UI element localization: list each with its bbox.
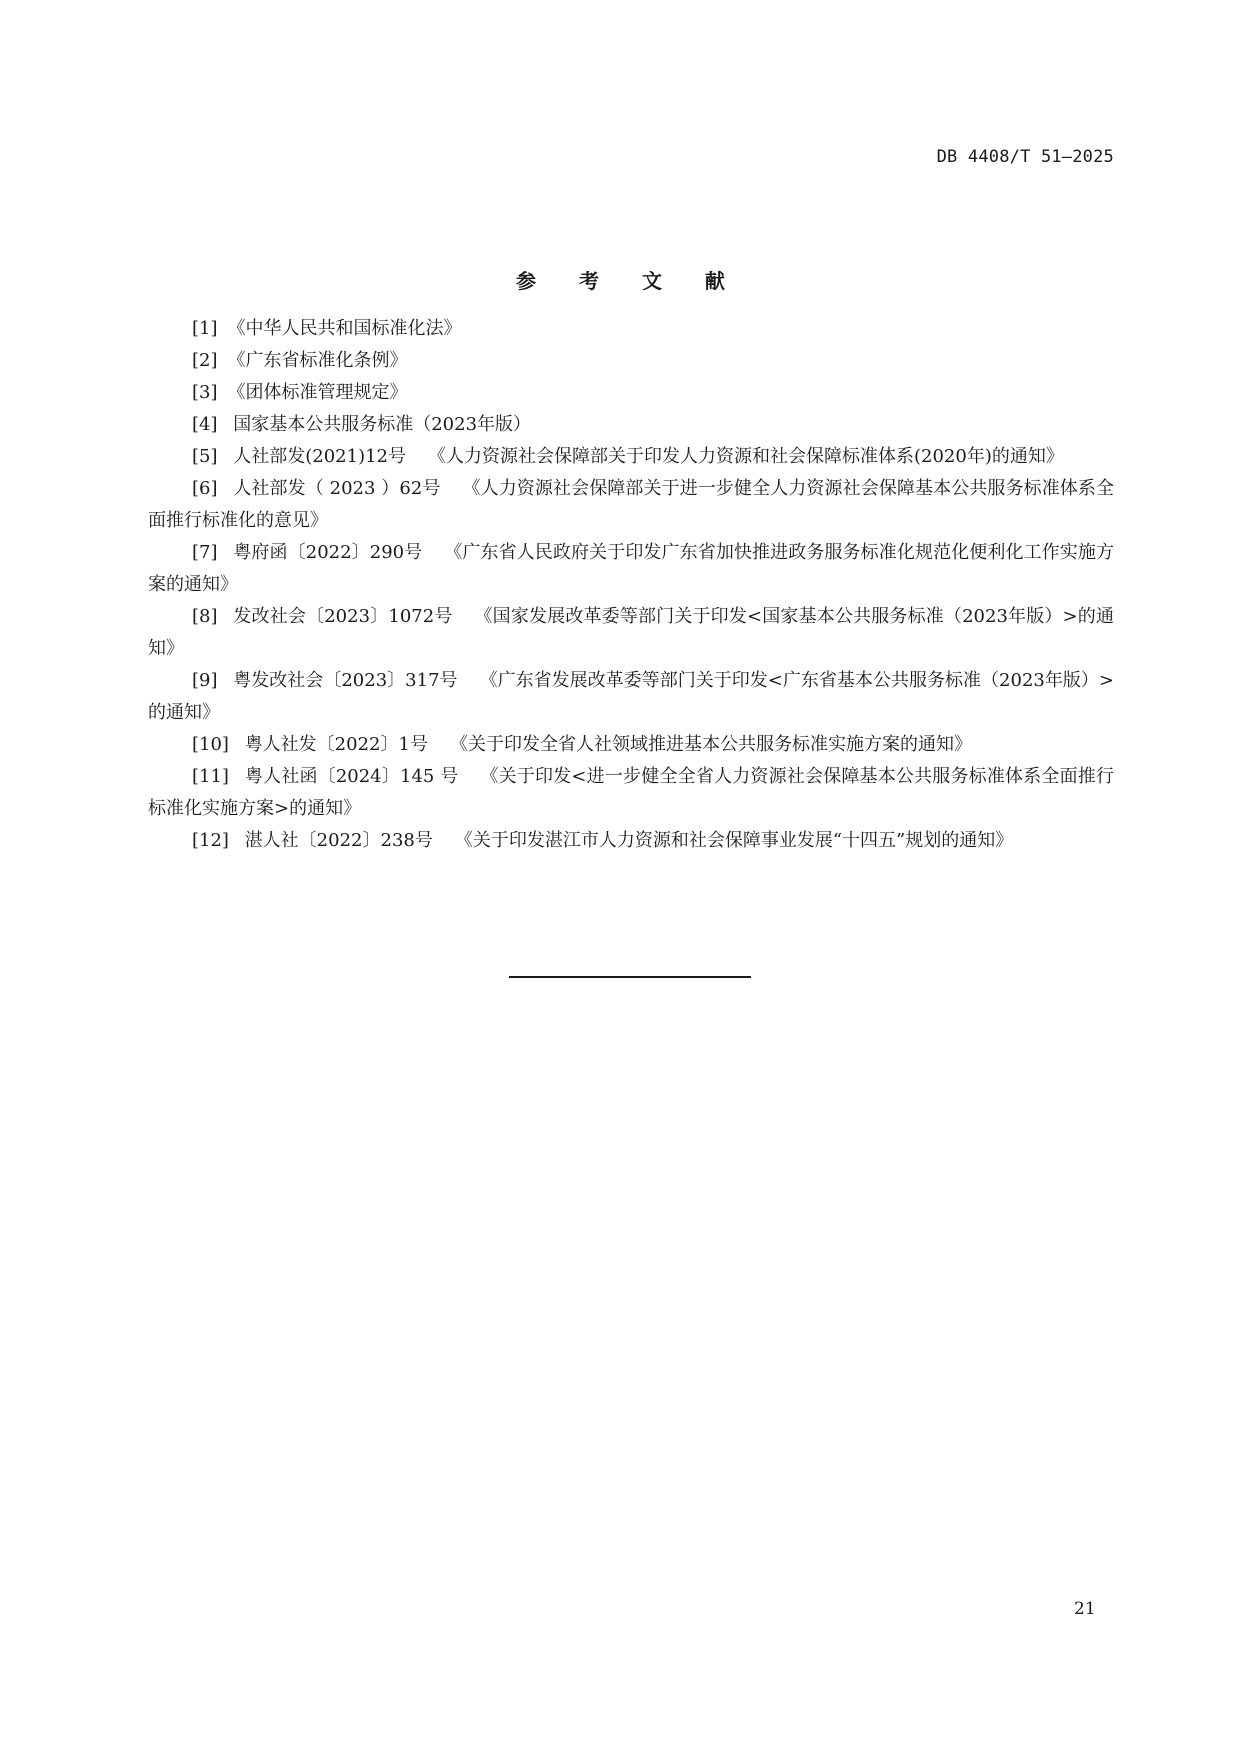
reference-item xyxy=(148,441,1114,473)
reference-number: [12] xyxy=(192,830,229,851)
reference-doc-number: 粤人社函〔2024〕145 号 xyxy=(244,766,459,787)
reference-title: 《团体标准管理规定》 xyxy=(227,382,408,403)
reference-item xyxy=(148,409,1114,441)
reference-title: 《广东省人民政府关于印发广东省加快推进政务服务标准化规范化便利化工作实施方案的通知》 xyxy=(148,542,1114,595)
reference-number: [5] xyxy=(192,446,218,467)
reference-number: [8] xyxy=(192,606,218,627)
reference-number: [1] xyxy=(192,318,218,339)
page-number: 21 xyxy=(1074,1599,1096,1619)
reference-item xyxy=(148,601,1114,665)
reference-number: [3] xyxy=(192,382,218,403)
section-title: 参 考 文 献 xyxy=(516,269,743,293)
reference-number: [10] xyxy=(192,734,229,755)
reference-number: [9] xyxy=(192,670,218,691)
reference-item xyxy=(148,729,1114,761)
reference-item xyxy=(148,761,1114,825)
reference-item xyxy=(148,345,1114,377)
reference-doc-number: 粤发改社会〔2023〕317号 xyxy=(233,670,458,691)
end-of-document-rule xyxy=(509,976,751,978)
reference-number: [11] xyxy=(192,766,229,787)
reference-number: [7] xyxy=(192,542,218,563)
reference-item xyxy=(148,377,1114,409)
reference-doc-number: 粤府函〔2022〕290号 xyxy=(233,542,423,563)
reference-title: 《关于印发<进一步健全全省人力资源社会保障基本公共服务标准体系全面推行标准化实施方案>的通知》 xyxy=(148,766,1114,819)
reference-item xyxy=(148,313,1114,345)
reference-title: 《国家发展改革委等部门关于印发<国家基本公共服务标准（2023年版）>的通知》 xyxy=(148,606,1114,659)
reference-title: 《人力资源社会保障部关于进一步健全人力资源社会保障基本公共服务标准体系全面推行标准化的意见》 xyxy=(148,478,1115,531)
reference-number: [6] xyxy=(192,478,218,499)
reference-doc-number: 发改社会〔2023〕1072号 xyxy=(233,606,453,627)
reference-title: 《中华人民共和国标准化法》 xyxy=(227,318,462,339)
reference-doc-number: 人社部发(2021)12号 xyxy=(233,446,406,467)
reference-number: [2] xyxy=(192,350,218,371)
reference-title: 《关于印发湛江市人力资源和社会保障事业发展“十四五”规划的通知》 xyxy=(454,830,1014,851)
reference-title: 《广东省标准化条例》 xyxy=(227,350,408,371)
reference-title: 《广东省发展改革委等部门关于印发<广东省基本公共服务标准（2023年版）>的通知》 xyxy=(148,670,1114,723)
reference-doc-number: 粤人社发〔2022〕1号 xyxy=(244,734,428,755)
reference-list xyxy=(148,313,1114,857)
reference-item xyxy=(148,537,1114,601)
reference-item xyxy=(148,473,1114,537)
reference-title: 国家基本公共服务标准（2023年版） xyxy=(233,414,532,435)
reference-title: 《人力资源社会保障部关于印发人力资源和社会保障标准体系(2020年)的通知》 xyxy=(428,446,1064,467)
document-code: DB 4408/T 51—2025 xyxy=(936,147,1114,167)
reference-doc-number: 湛人社〔2022〕238号 xyxy=(244,830,433,851)
reference-item xyxy=(148,825,1114,857)
reference-number: [4] xyxy=(192,414,218,435)
reference-doc-number: 人社部发（ 2023 ）62号 xyxy=(233,478,441,499)
reference-title: 《关于印发全省人社领域推进基本公共服务标准实施方案的通知》 xyxy=(449,734,972,755)
reference-item xyxy=(148,665,1114,729)
